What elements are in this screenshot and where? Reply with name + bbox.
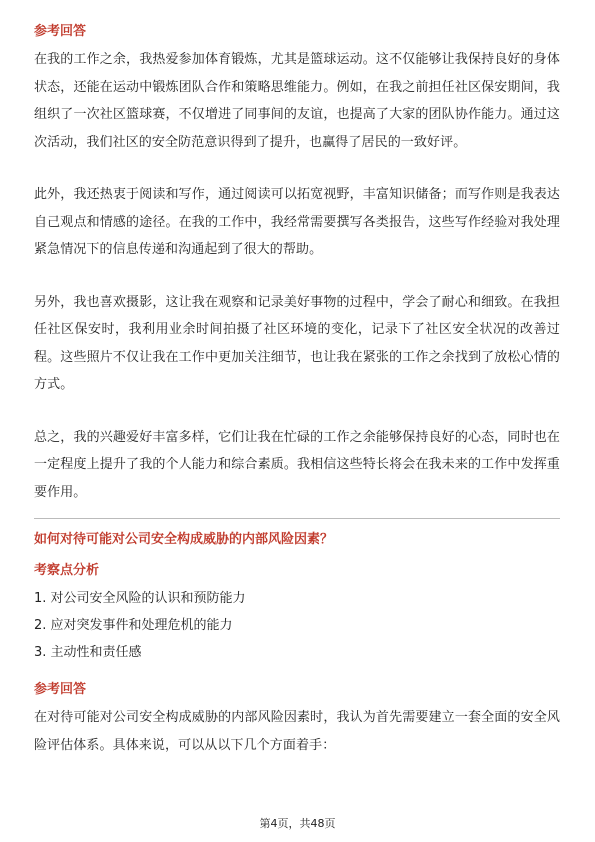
analysis-item-1: 1. 对公司安全风险的认识和预防能力 xyxy=(34,591,246,606)
reference-answer-heading: 参考回答 xyxy=(34,24,87,39)
interview-question: 如何对待可能对公司安全构成威胁的内部风险因素？ xyxy=(34,532,334,547)
answer-paragraph-2: 此外，我还热衷于阅读和写作，通过阅读可以拓宽视野，丰富知识储备；而写作则是我表达自己观点和情感的途径。在我的工作中，我经常需要撰写各类报告，这些写作经验对我处理紧急情况下的信息传递和沟通起到了很大的帮助。 xyxy=(34,187,560,257)
analysis-item-2: 2. 应对突发事件和处理危机的能力 xyxy=(34,618,233,633)
page-number: 第4页，共48页 xyxy=(259,817,336,830)
paragraph-gap xyxy=(34,156,560,181)
answer-paragraph-5: 在对待可能对公司安全构成威胁的内部风险因素时，我认为首先需要建立一套全面的安全风险评估体系。具体来说，可以从以下几个方面着手： xyxy=(34,710,560,753)
answer-paragraph-4: 总之，我的兴趣爱好丰富多样，它们让我在忙碌的工作之余能够保持良好的心态，同时也在一定程度上提升了我的个人能力和综合素质。我相信这些特长将会在我未来的工作中发挥重要作用。 xyxy=(34,429,560,500)
section-divider xyxy=(34,518,560,519)
page-content xyxy=(34,22,560,759)
analysis-item-3: 3. 主动性和责任感 xyxy=(34,645,142,660)
answer-paragraph-1: 在我的工作之余，我热爱参加体育锻炼，尤其是篮球运动。这不仅能够让我保持良好的身体状态，还能在运动中锻炼团队合作和策略思维能力。例如，在我之前担任社区保安期间，我组织了一次社区篮球赛，不仅增进了同事间的友谊，也提高了大家的团队协作能力。通过这次活动，我们社区的安全防范意识得到了提升，也赢得了居民的一致好评。 xyxy=(34,52,560,150)
analysis-heading: 考察点分析 xyxy=(34,563,100,578)
paragraph-gap xyxy=(34,399,560,424)
answer-paragraph-3: 另外，我也喜欢摄影，这让我在观察和记录美好事物的过程中，学会了耐心和细致。在我担任社区保安时，我利用业余时间拍摄了社区环境的变化，记录下了社区安全状况的改善过程。这些照片不仅让我在工作中更加关注细节，也让我在紧张的工作之余找到了放松心情的方式。 xyxy=(34,294,560,392)
reference-answer-heading-2: 参考回答 xyxy=(34,682,87,697)
paragraph-gap xyxy=(34,264,560,289)
